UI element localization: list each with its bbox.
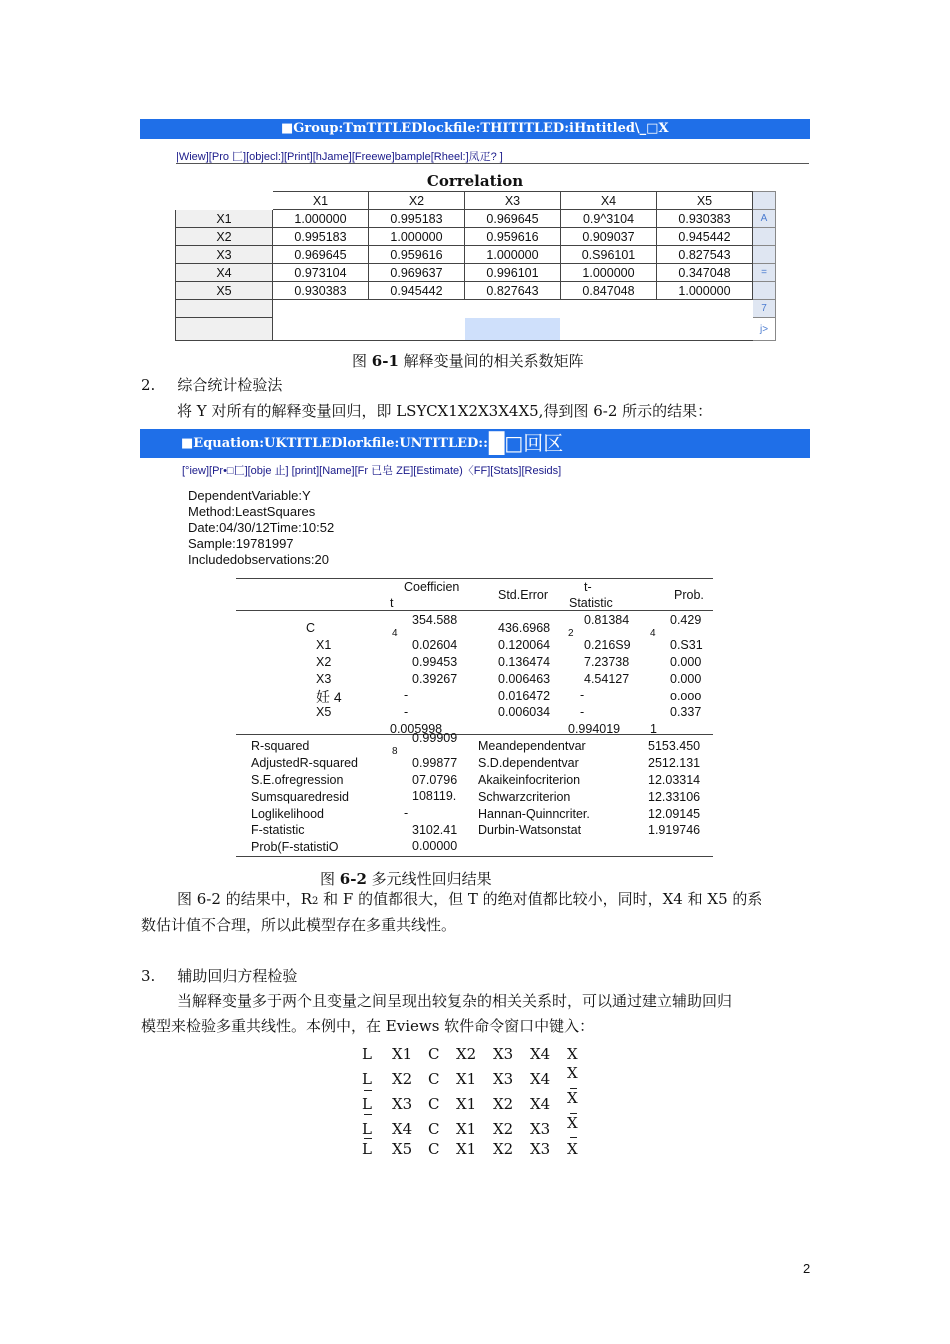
stat-label: R-squared <box>251 739 310 753</box>
cmd-token: L <box>362 1140 372 1158</box>
fig-6-2-discussion <box>177 886 762 915</box>
cmd-token: X5 <box>392 1140 413 1158</box>
stat-value: 12.03314 <box>648 773 701 787</box>
t-value: - <box>580 688 585 702</box>
col-header: X1 <box>273 192 369 210</box>
table-cell <box>273 318 369 341</box>
table-cell <box>561 300 657 318</box>
cmd-token: X1 <box>456 1120 477 1138</box>
underscore-mark <box>364 1138 372 1139</box>
prob-value: 0.000 <box>670 672 702 686</box>
se-value: 436.6968 <box>498 621 551 635</box>
table-cell: 1.000000 <box>561 264 657 282</box>
table-cell: 0.930383 <box>657 210 753 228</box>
row-header <box>176 300 273 318</box>
cmd-token: X3 <box>493 1045 514 1063</box>
cmd-token: C <box>428 1070 440 1088</box>
table-cell: 1.000000 <box>273 210 369 228</box>
caption-number: 6-2 <box>339 870 367 888</box>
scroll-up-arrow[interactable]: A <box>753 210 776 228</box>
table-cell: 0.827543 <box>657 246 753 264</box>
stat-label: S.D.dependentvar <box>478 756 579 770</box>
stat-label: S.E.ofregression <box>251 773 344 787</box>
table-cell: 0.930383 <box>273 282 369 300</box>
table-cell: 0.969645 <box>465 210 561 228</box>
var-name: X1 <box>316 638 332 652</box>
stat-label: Sumsquaredresid <box>251 790 349 804</box>
cmd-token: X1 <box>456 1070 477 1088</box>
table-cell: 0.827643 <box>465 282 561 300</box>
prob-value: 0.S31 <box>670 638 703 652</box>
cmd-token: L <box>362 1120 372 1138</box>
cmd-token: X4 <box>530 1045 551 1063</box>
table-row-empty <box>176 300 776 318</box>
scrollbar-track[interactable] <box>753 228 776 246</box>
cmd-token: L <box>362 1095 372 1113</box>
cmd-token: X1 <box>456 1140 477 1158</box>
section-3-paragraph-cont: 模型来检验多重共线性。本例中，在 Eviews 软件命令窗口中键入： <box>141 1017 595 1035</box>
table-cell <box>561 318 657 341</box>
group-window-toolbar[interactable]: |Wiew][Pro 匚][objecl:][Print][hJame][Freewe]bample[Rheel:]凤疋? ] <box>176 151 503 163</box>
clipped-value: 1 <box>650 722 657 733</box>
cmd-token: C <box>428 1140 440 1158</box>
se-value: 0.120064 <box>498 638 551 652</box>
resize-grip[interactable]: j> <box>753 318 776 341</box>
table-cell: 0.847048 <box>561 282 657 300</box>
clipped-value: 0.994019 <box>568 722 621 733</box>
cmd-token: X1 <box>456 1095 477 1113</box>
var-name: 妊 4 <box>316 689 342 705</box>
header-coefficient: Coefficien <box>404 580 460 594</box>
var-name: X2 <box>316 655 332 669</box>
cmd-token: X2 <box>493 1120 514 1138</box>
command-line <box>362 1064 578 1088</box>
prob-value: o.ooo <box>670 689 702 703</box>
underscore-mark <box>570 1137 577 1138</box>
command-line <box>362 1114 578 1138</box>
cmd-token: X2 <box>456 1045 477 1063</box>
cmd-token: X1 <box>392 1045 413 1063</box>
table-bottom-rule <box>236 856 713 857</box>
stat-label: Durbin-Watsonstat <box>478 823 582 837</box>
caption-text: 解释变量间的相关系数矩阵 <box>398 352 584 370</box>
command-line <box>362 1140 578 1158</box>
coef-value: - <box>404 688 409 702</box>
command-line <box>362 1045 578 1063</box>
cmd-token: C <box>428 1045 440 1063</box>
table-cell <box>369 300 465 318</box>
underscore-mark <box>364 1090 372 1091</box>
equation-window-toolbar[interactable]: [°iew][Pr•□匚][obje 止] [print][Name][Fr 已皂 ZE][Estimate)〈FF][Stats][Resids] <box>182 465 562 477</box>
t-value: 0.216S9 <box>584 638 631 652</box>
stat-label: Meandependentvar <box>478 739 586 753</box>
cmd-token: C <box>428 1095 440 1113</box>
table-cell <box>273 300 369 318</box>
var-name: X5 <box>316 705 332 719</box>
section-2-paragraph: 将 Y 对所有的解释变量回归，即 LSYCX1X2X3X4X5,得到图 6-2 所示的结果： <box>177 402 713 420</box>
table-cell: 0.969637 <box>369 264 465 282</box>
table-cell: 0.945442 <box>369 282 465 300</box>
table-row <box>176 210 776 228</box>
subscript: 2 <box>312 896 319 907</box>
cmd-token: X2 <box>493 1140 514 1158</box>
col-header: X2 <box>369 192 465 210</box>
table-row-empty <box>176 318 776 341</box>
scroll-down-arrow[interactable]: 7 <box>753 300 776 318</box>
stat-label: Loglikelihood <box>251 807 324 821</box>
cmd-token: C <box>428 1120 440 1138</box>
t-value: 0.81384 <box>584 613 630 627</box>
table-cell: 0.347048 <box>657 264 753 282</box>
table-cell <box>657 300 753 318</box>
table-cell: 1.000000 <box>657 282 753 300</box>
section-number: 3. <box>141 967 156 985</box>
stray-digit: 8 <box>392 746 398 757</box>
stat-value: 2512.131 <box>648 756 701 770</box>
table-cell <box>657 318 753 341</box>
cmd-token: X4 <box>530 1095 551 1113</box>
prob-value: 0.429 <box>670 613 702 627</box>
cmd-token: X3 <box>530 1140 551 1158</box>
method: Method:LeastSquares <box>188 504 316 519</box>
cmd-token: X4 <box>530 1070 551 1088</box>
group-window-titlebar <box>140 119 810 139</box>
se-value: 0.006034 <box>498 705 551 719</box>
row-header <box>176 318 273 341</box>
underscore-mark <box>364 1114 372 1115</box>
para-text: 和 F 的值都很大，但 T 的绝对值都比较小，同时，X4 和 X5 的系 <box>318 890 763 908</box>
coef-value: 0.99453 <box>412 655 458 669</box>
prob-value: 0.337 <box>670 705 702 719</box>
correlation-table <box>175 191 776 341</box>
scrollbar-thumb[interactable]: = <box>753 264 776 282</box>
stat-value: 3102.41 <box>412 823 458 837</box>
table-cell: 1.000000 <box>369 228 465 246</box>
selected-cell[interactable] <box>465 318 561 341</box>
coef-value: - <box>404 705 409 719</box>
fig-6-2-discussion-cont: 数估计值不合理，所以此模型存在多重共线性。 <box>141 916 457 934</box>
cmd-token: L <box>362 1045 372 1063</box>
stray-digit: 4 <box>650 628 656 639</box>
cmd-token: X3 <box>493 1070 514 1088</box>
table-cell <box>465 300 561 318</box>
table-cell: 0.973104 <box>273 264 369 282</box>
caption-number: 6-1 <box>371 352 399 370</box>
date-time: Date:04/30/12Time:10:52 <box>188 520 335 535</box>
correlation-header-row <box>176 192 776 210</box>
stats-rule <box>236 734 713 735</box>
table-cell: 0.969645 <box>273 246 369 264</box>
para-text: 图 6-2 的结果中，R <box>177 890 312 908</box>
coef-value: 354.588 <box>412 613 458 627</box>
header-t: t- <box>584 580 592 594</box>
header-t-statistic: Statistic <box>569 596 613 610</box>
command-line <box>362 1089 578 1113</box>
header-prob: Prob. <box>674 588 704 602</box>
table-cell <box>369 318 465 341</box>
t-value: 7.23738 <box>584 655 630 669</box>
scrollbar-top[interactable] <box>753 192 776 210</box>
caption-prefix: 图 <box>352 352 372 370</box>
stat-value: 07.0796 <box>412 773 458 787</box>
equation-info <box>188 488 334 568</box>
col-header: X4 <box>561 192 657 210</box>
t-value: - <box>580 705 585 719</box>
table-cell: 0.995183 <box>369 210 465 228</box>
table-top-rule <box>236 578 713 579</box>
correlation-heading: Correlation <box>426 172 524 190</box>
underscore-mark <box>570 1088 577 1089</box>
se-value: 0.016472 <box>498 689 551 703</box>
cmd-token: X3 <box>392 1095 413 1113</box>
sample: Sample:19781997 <box>188 536 294 551</box>
group-window-title: ■Group:TmTITLEDlockfile:THITITLED:iHntitled\_□X <box>281 121 669 136</box>
cmd-token: X <box>567 1140 578 1158</box>
stat-value: 108119. <box>412 789 457 803</box>
row-header: X1 <box>176 210 273 228</box>
col-header: X3 <box>465 192 561 210</box>
stat-label: Hannan-Quinncriter. <box>478 807 590 821</box>
stat-label: Prob(F-statistiO <box>251 840 339 854</box>
scrollbar-track[interactable] <box>753 282 776 300</box>
table-row <box>176 282 776 300</box>
included-observations: Includedobservations:20 <box>188 552 329 567</box>
row-header: X5 <box>176 282 273 300</box>
stat-value: - <box>404 806 409 820</box>
caption-text: 多元线性回归结果 <box>366 870 492 888</box>
cmd-token: X4 <box>392 1120 413 1138</box>
var-name: X3 <box>316 672 332 686</box>
stat-value: 0.99909 <box>412 731 458 745</box>
header-coefficient-tail: t <box>390 596 394 610</box>
table-cell: 0.945442 <box>657 228 753 246</box>
section-3-paragraph: 当解释变量多于两个且变量之间呈现出较复杂的相关关系时，可以通过建立辅助回归 <box>177 992 733 1010</box>
scrollbar-track[interactable] <box>753 246 776 264</box>
cmd-token: X3 <box>530 1120 551 1138</box>
section-3-heading <box>141 963 297 989</box>
cmd-token: L <box>362 1070 372 1088</box>
table-cell: 0.996101 <box>465 264 561 282</box>
corner-cell <box>176 192 273 210</box>
underscore-mark <box>570 1113 577 1114</box>
stat-label: Schwarzcriterion <box>478 790 571 804</box>
caption-prefix: 图 <box>320 870 340 888</box>
se-value: 0.006463 <box>498 672 551 686</box>
section-title: 综合统计检验法 <box>177 376 283 394</box>
cmd-token: X2 <box>493 1095 514 1113</box>
table-cell: 1.000000 <box>465 246 561 264</box>
window-controls-icon[interactable]: █□回区 <box>489 431 564 455</box>
se-value: 0.136474 <box>498 655 551 669</box>
row-header: X3 <box>176 246 273 264</box>
row-header: X4 <box>176 264 273 282</box>
stat-value: 5153.450 <box>648 739 701 753</box>
group-toolbar-divider <box>176 163 809 164</box>
t-value: 4.54127 <box>584 672 630 686</box>
table-cell: 0.909037 <box>561 228 657 246</box>
figure-6-1-caption <box>352 350 584 371</box>
var-name: C <box>306 621 316 635</box>
stat-label: AdjustedR-squared <box>251 756 359 770</box>
stat-label: Akaikeinfocriterion <box>478 773 581 787</box>
cmd-token: X <box>567 1064 578 1082</box>
col-header: X5 <box>657 192 753 210</box>
table-row <box>176 246 776 264</box>
stat-value: 1.919746 <box>648 823 701 837</box>
cmd-token: X2 <box>392 1070 413 1088</box>
stat-value: 12.33106 <box>648 790 701 804</box>
section-number: 2. <box>141 376 156 394</box>
stray-digit: 4 <box>392 628 398 639</box>
header-rule <box>236 610 713 611</box>
header-std-error: Std.Error <box>498 588 549 602</box>
table-cell: 0.959616 <box>465 228 561 246</box>
equation-window-title: ■Equation:UKTITLEDlorkfile:UNTITLED::.. <box>181 436 497 451</box>
cmd-token: X <box>567 1045 578 1063</box>
section-title: 辅助回归方程检验 <box>177 967 298 985</box>
stat-value: 12.09145 <box>648 807 701 821</box>
dependent-variable: DependentVariable:Y <box>188 488 311 503</box>
clipped-value: 0.005998 <box>390 722 443 733</box>
table-cell: 0.S96101 <box>561 246 657 264</box>
table-row <box>176 264 776 282</box>
table-cell: 0.995183 <box>273 228 369 246</box>
equation-window-titlebar <box>140 429 810 458</box>
table-cell: 0.9^3104 <box>561 210 657 228</box>
coef-value: 0.39267 <box>412 672 458 686</box>
page-number: 2 <box>803 1261 811 1276</box>
stat-value: 0.00000 <box>412 839 458 853</box>
cmd-token: X <box>567 1089 578 1107</box>
section-2-heading <box>141 372 282 398</box>
cmd-token: X <box>567 1114 578 1132</box>
row-header: X2 <box>176 228 273 246</box>
table-cell: 0.959616 <box>369 246 465 264</box>
table-row <box>176 228 776 246</box>
stat-value: 0.99877 <box>412 756 458 770</box>
stat-label: F-statistic <box>251 823 305 837</box>
stray-digit: 2 <box>568 628 574 639</box>
prob-value: 0.000 <box>670 655 702 669</box>
coef-value: 0.02604 <box>412 638 458 652</box>
